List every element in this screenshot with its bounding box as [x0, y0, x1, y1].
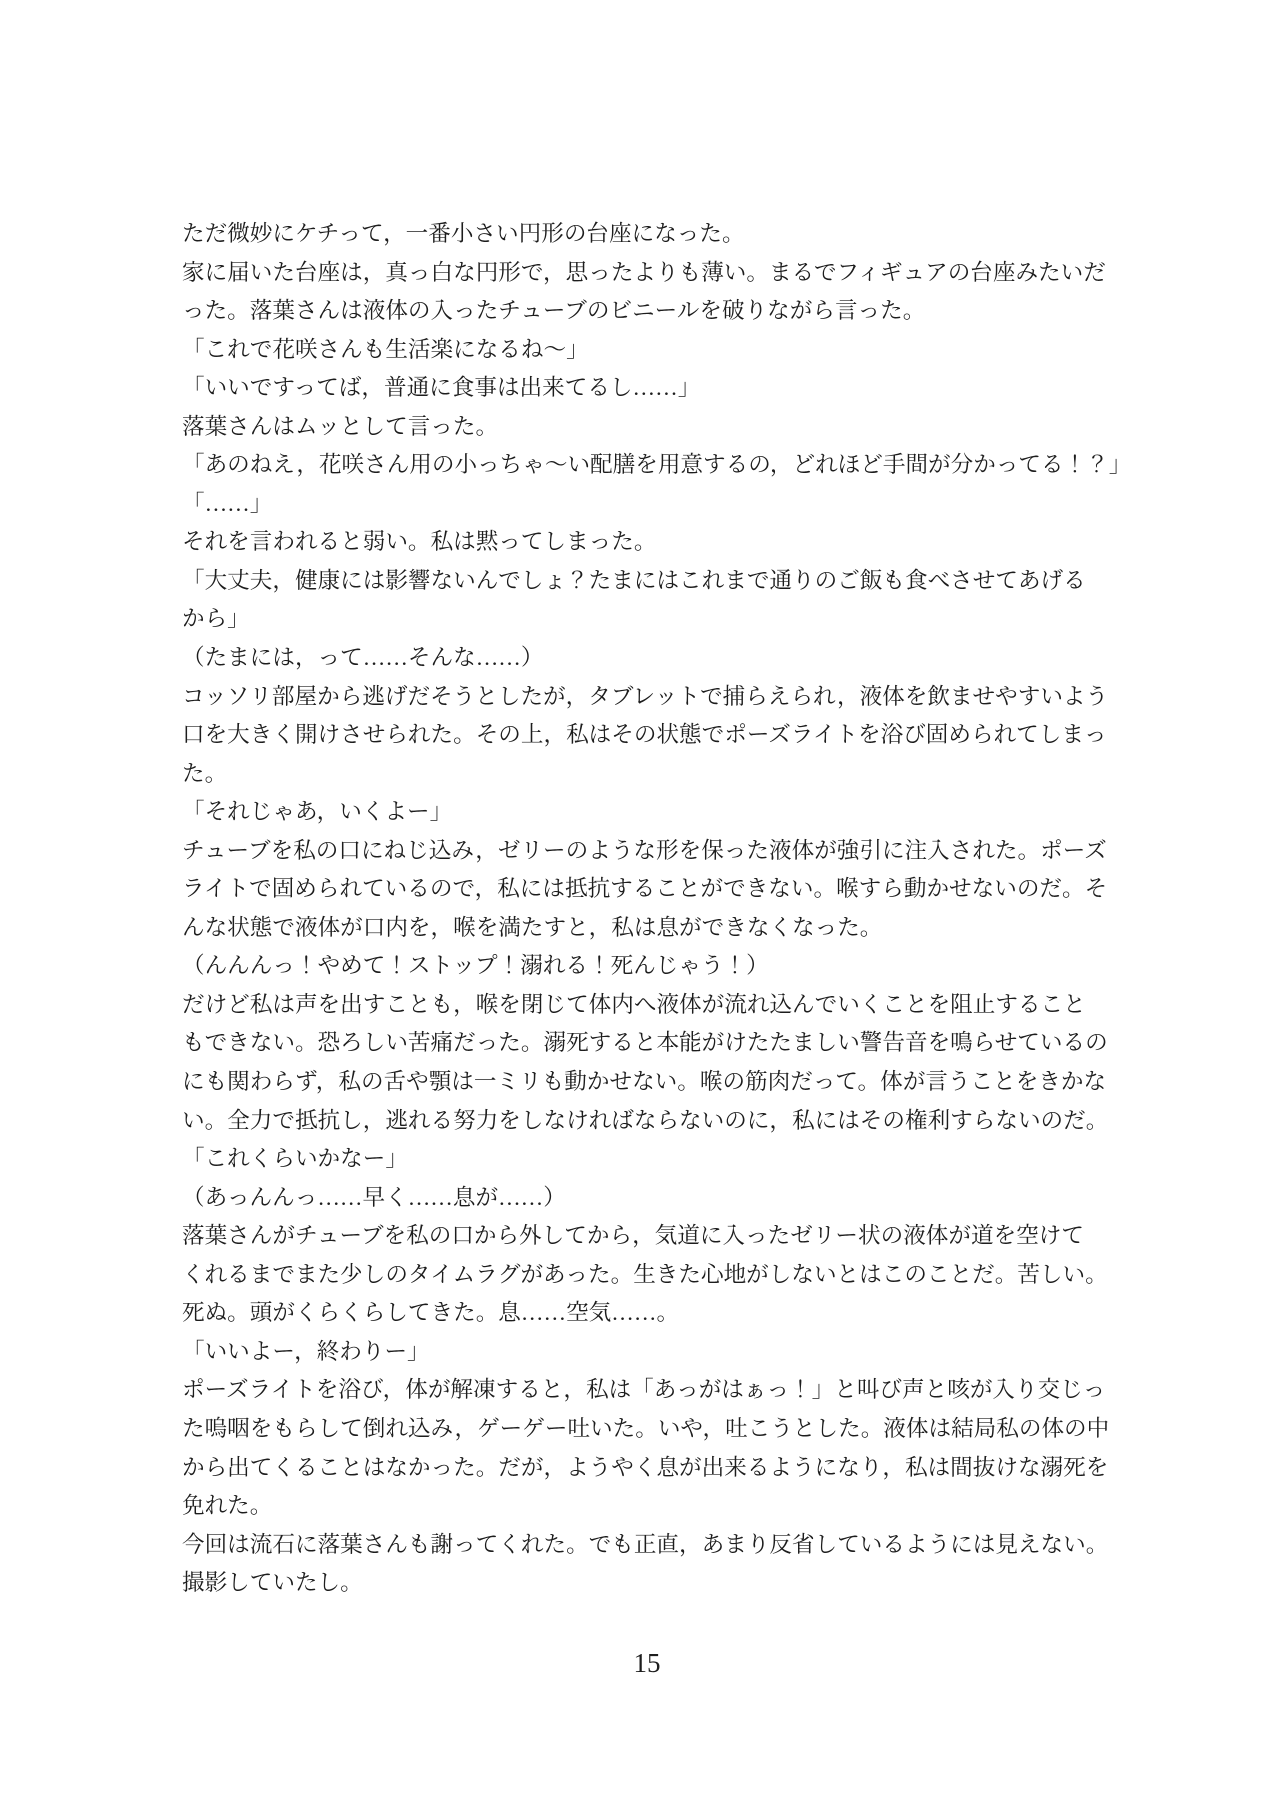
- text-line: 家に届いた台座は，真っ白な円形で，思ったよりも薄い。まるでフィギュアの台座みたいだ: [182, 259, 1106, 285]
- text-line: 「大丈夫，健康には影響ないんでしょ？たまにはこれまで通りのご飯も食べさせてあげる: [182, 567, 1086, 593]
- text-line: （あっんんっ……早く……息が……）: [182, 1184, 566, 1210]
- text-line: （たまには，って……そんな……）: [182, 645, 544, 671]
- text-line: 「いいよー，終わりー」: [182, 1338, 430, 1364]
- page-number: 15: [633, 1648, 661, 1678]
- text-line: 落葉さんがチューブを私の口から外してから，気道に入ったゼリー状の液体が道を空けて: [182, 1223, 1084, 1249]
- text-line: くれるまでまた少しのタイムラグがあった。生きた心地がしないとはこのことだ。苦しい。: [182, 1261, 1108, 1287]
- text-line: だけど私は声を出すことも，喉を閉じて体内へ液体が流れ込んでいくことを阻止すること: [182, 991, 1086, 1017]
- text-line: 落葉さんはムッとして言った。: [182, 413, 499, 439]
- text-line: コッソリ部屋から逃げだそうとしたが，タブレットで捕らえられ，液体を飲ませやすいよう: [182, 683, 1109, 709]
- text-line: 口を大きく開けさせられた。その上，私はその状態でポーズライトを浴び固められてしまっ: [182, 722, 1107, 748]
- text-line: から」: [182, 606, 250, 632]
- text-line: から出てくることはなかった。だが，ようやく息が出来るようになり，私は間抜けな溺死を: [182, 1454, 1109, 1480]
- text-line: た。: [182, 760, 228, 786]
- text-line: にも関わらず，私の舌や顎は一ミリも動かせない。喉の筋肉だって。体が言うことをきかな: [182, 1069, 1107, 1095]
- text-line: それを言われると弱い。私は黙ってしまった。: [182, 529, 657, 555]
- text-line: もできない。恐ろしい苦痛だった。溺死すると本能がけたたましい警告音を鳴らせているの: [182, 1030, 1108, 1056]
- text-line: 死ぬ。頭がくらくらしてきた。息……空気……。: [182, 1300, 680, 1326]
- text-line: 撮影していたし。: [182, 1570, 363, 1596]
- text-line: 「これで花咲さんも生活楽になるね～」: [182, 336, 589, 362]
- text-line: ライトで固められているので，私には抵抗することができない。喉すら動かせないのだ。そ: [182, 876, 1108, 902]
- text-line: 今回は流石に落葉さんも謝ってくれた。でも正直，あまり反省しているようには見えない。: [182, 1531, 1109, 1557]
- text-line: 「あのねえ，花咲さん用の小っちゃ～い配膳を用意するの，どれほど手間が分かってる！？」: [182, 452, 1132, 478]
- text-line: 「これくらいかなー」: [182, 1146, 408, 1172]
- text-line: 「いいですってば，普通に食事は出来てるし……」: [182, 375, 701, 401]
- text-line: ポーズライトを浴び，体が解凍すると，私は「あっがはぁっ！」と叫び声と咳が入り交じっ: [182, 1377, 1106, 1403]
- text-line: った。落葉さんは液体の入ったチューブのビニールを破りながら言った。: [182, 298, 926, 324]
- text-line: んな状態で液体が口内を，喉を満たすと，私は息ができなくなった。: [182, 914, 883, 940]
- text-line: い。全力で抵抗し，逃れる努力をしなければならないのに，私にはその権利すらないのだ。: [182, 1107, 1109, 1133]
- text-line: 「それじゃあ，いくよー」: [182, 799, 453, 825]
- text-line: ただ微妙にケチって，一番小さい円形の台座になった。: [182, 221, 745, 246]
- text-line: た嗚咽をもらして倒れ込み，ゲーゲー吐いた。いや，吐こうとした。液体は結局私の体の中: [182, 1415, 1110, 1441]
- text-line: （んんんっ！やめて！ストップ！溺れる！死んじゃう！）: [182, 953, 769, 979]
- text-line: 免れた。: [182, 1493, 273, 1519]
- text-line: 「……」: [182, 490, 273, 516]
- text-block: [182, 215, 1132, 1603]
- text-line: チューブを私の口にねじ込み，ゼリーのような形を保った液体が強引に注入された。ポーズ: [182, 837, 1107, 863]
